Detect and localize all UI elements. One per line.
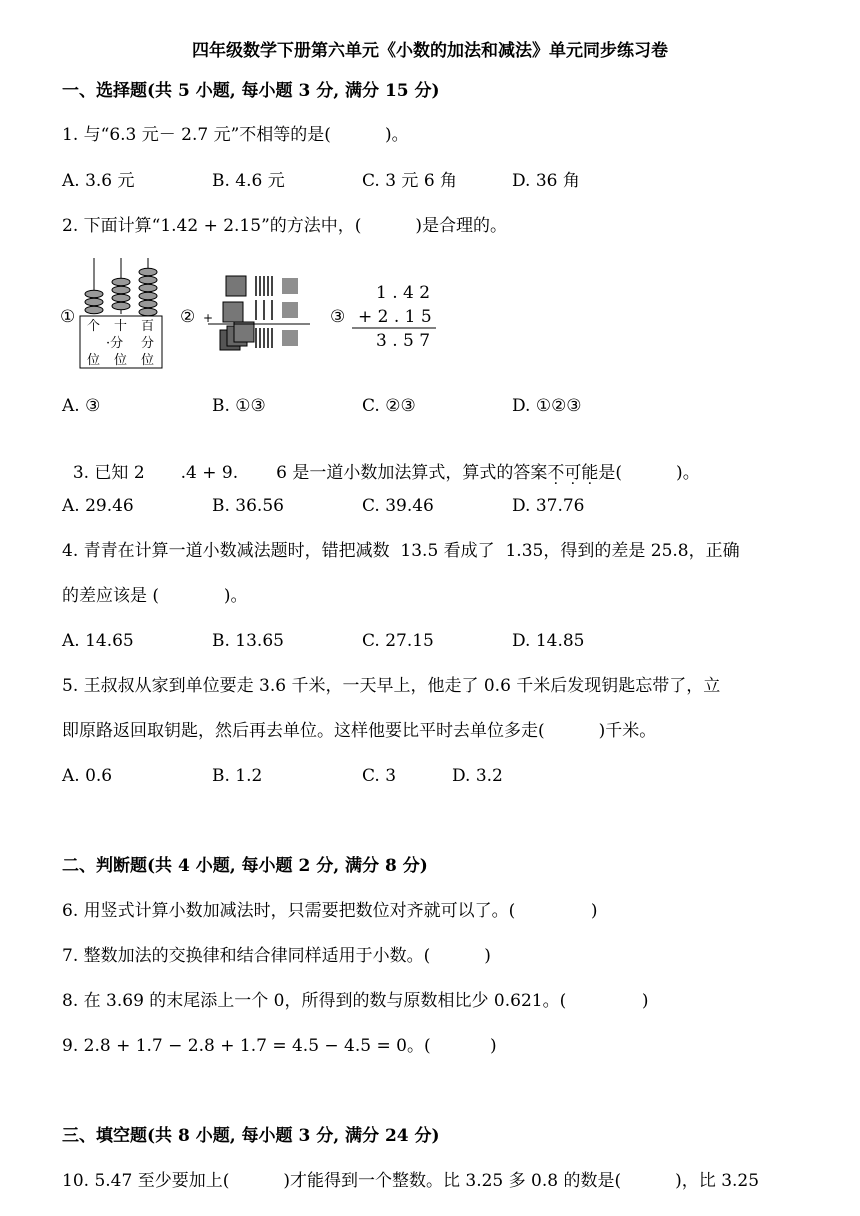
q2-figure [58, 252, 448, 377]
q3-option-a: A. 29.46 [62, 496, 134, 516]
q4-option-b: B. 13.65 [212, 631, 284, 651]
abacus-diagram [80, 258, 162, 368]
abacus-label: 分 [141, 336, 155, 351]
fig-marker-1: ① [60, 307, 76, 327]
question-10: 10. 5.47 至少要加上( )才能得到一个整数。比 3.25 多 0.8 的数是( )，比 3.25 [62, 1171, 760, 1191]
q3-part: 6 是一道小数加法算式，算式的答案 [276, 463, 548, 483]
abacus-label: 十 [114, 319, 128, 334]
q3-emphasis: 可 [564, 463, 582, 483]
q3-option-b: B. 36.56 [212, 496, 284, 516]
section-2-heading: 二、判断题(共 4 小题, 每小题 2 分, 满分 8 分) [62, 856, 428, 876]
abacus-label: 位 [87, 353, 101, 368]
q1-option-d: D. 36 角 [512, 171, 580, 191]
q2-option-b: B. ①③ [212, 396, 266, 416]
fig-marker-3: ③ [330, 307, 346, 327]
question-4-line-2: 的差应该是 ( )。 [62, 586, 248, 606]
q3-part: 3. 已知 2 [72, 463, 145, 483]
abacus-label: ·分 [106, 336, 124, 351]
q1-option-c: C. 3 元 6 角 [362, 171, 458, 191]
vertical-sum: 3 . 5 7 [376, 331, 431, 351]
question-8: 8. 在 3.69 的末尾添上一个 0，所得到的数与原数相比少 0.621。( ) [62, 991, 649, 1011]
q3-emphasis: 不 [547, 463, 565, 483]
question-5-line-1: 5. 王叔叔从家到单位要走 3.6 千米，一天早上，他走了 0.6 千米后发现钥匙忘带了，立 [62, 676, 721, 696]
q3-part: .4 + 9. [180, 463, 239, 483]
q3-option-c: C. 39.46 [362, 496, 434, 516]
q5-option-a: A. 0.6 [62, 766, 113, 786]
abacus-label: 个 [87, 319, 101, 334]
q1-option-b: B. 4.6 元 [212, 171, 285, 191]
q4-option-d: D. 14.85 [512, 631, 585, 651]
question-5-line-2: 即原路返回取钥匙，然后再去单位。这样他要比平时去单位多走( )千米。 [62, 721, 657, 741]
question-1: 1. 与“6.3 元－ 2.7 元”不相等的是( )。 [62, 125, 409, 145]
section-1-heading: 一、选择题(共 5 小题, 每小题 3 分, 满分 15 分) [62, 81, 440, 101]
vertical-addend-2: + 2 . 1 5 [358, 307, 432, 327]
q5-option-c: C. 3 [362, 766, 397, 786]
q1-option-a: A. 3.6 元 [62, 171, 135, 191]
fig-plus: + [203, 311, 214, 325]
abacus-label: 位 [114, 353, 128, 368]
question-2: 2. 下面计算“1.42 + 2.15”的方法中，( )是合理的。 [62, 216, 508, 236]
question-3 [62, 440, 700, 484]
q2-option-c: C. ②③ [362, 396, 416, 416]
vertical-addend-1: 1 . 4 2 [376, 283, 431, 303]
q5-option-d: D. 3.2 [452, 766, 503, 786]
fig-marker-2: ② [180, 307, 196, 327]
q3-emphasis: 能 [581, 463, 599, 483]
page-title: 四年级数学下册第六单元《小数的加法和减法》单元同步练习卷 [192, 41, 668, 61]
abacus-label: 百 [141, 319, 155, 334]
question-9: 9. 2.8 + 1.7 − 2.8 + 1.7 = 4.5 − 4.5 = 0。( ) [62, 1036, 497, 1056]
q4-option-a: A. 14.65 [62, 631, 134, 651]
q3-part: 是( )。 [598, 463, 700, 483]
question-4-line-1: 4. 青青在计算一道小数减法题时，错把减数 13.5 看成了 1.35，得到的差是 25.8，正确 [62, 541, 740, 561]
base-ten-blocks [208, 276, 310, 350]
q5-option-b: B. 1.2 [212, 766, 263, 786]
q3-option-d: D. 37.76 [512, 496, 585, 516]
q2-option-d: D. ①②③ [512, 396, 582, 416]
question-6: 6. 用竖式计算小数加减法时，只需要把数位对齐就可以了。( ) [62, 901, 598, 921]
section-3-heading: 三、填空题(共 8 小题, 每小题 3 分, 满分 24 分) [62, 1126, 440, 1146]
q4-option-c: C. 27.15 [362, 631, 434, 651]
abacus-label: 位 [141, 353, 155, 368]
question-7: 7. 整数加法的交换律和结合律同样适用于小数。( ) [62, 946, 491, 966]
q2-option-a: A. ③ [62, 396, 101, 416]
